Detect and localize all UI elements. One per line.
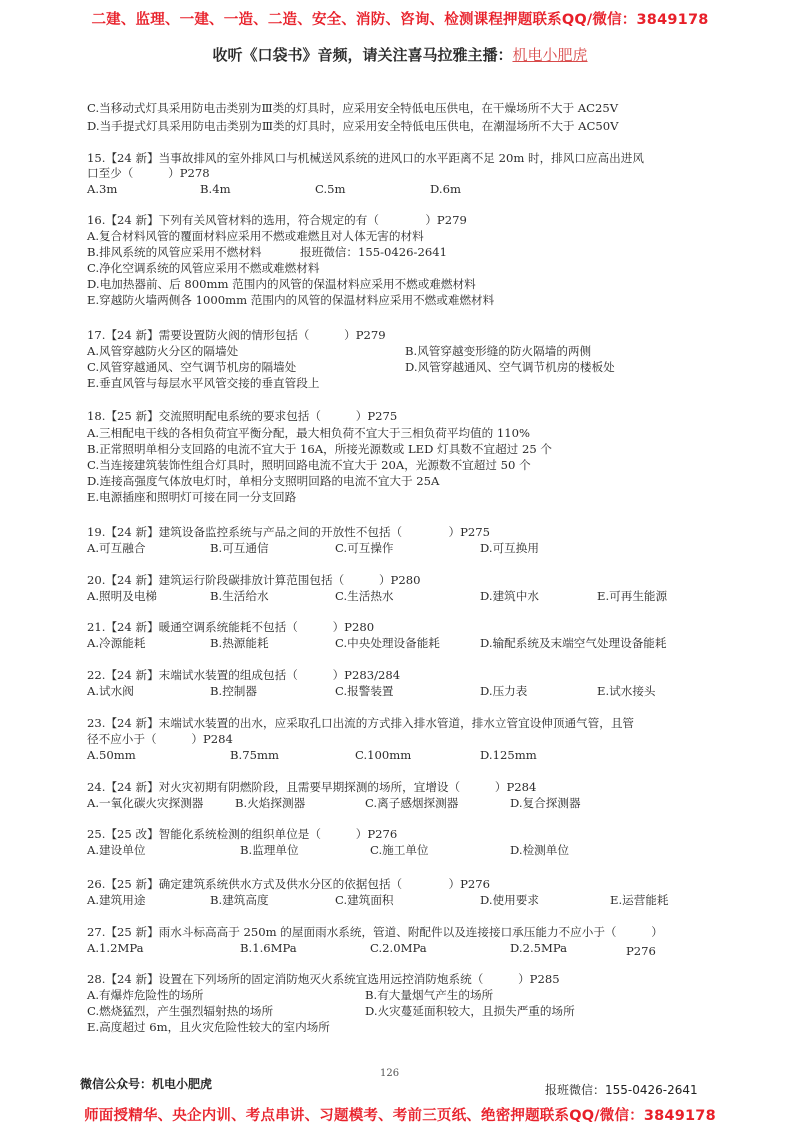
- q19-stem: 19.【24 新】建筑设备监控系统与产品之间的开放性不包括（ ）P275: [87, 525, 491, 539]
- prev-option-d: D.当手提式灯具采用防电击类别为Ⅲ类的灯具时，应采用安全特低电压供电，在潮湿场所不大于 AC50V: [87, 119, 619, 133]
- q21-option-b: B.热源能耗: [210, 636, 269, 650]
- q19-option-a: A.可互融合: [87, 541, 146, 555]
- q21-stem: 21.【24 新】暖通空调系统能耗不包括（ ）P280: [87, 620, 375, 634]
- q16-stem: 16.【24 新】下列有关风管材料的选用，符合规定的有（ ）P279: [87, 213, 467, 227]
- q26-option-c: C.建筑面积: [335, 893, 394, 907]
- q23-stem: 23.【24 新】末端试水装置的出水，应采取孔口出流的方式排入排水管道，排水立管宜设伸顶通气管，且管: [87, 716, 635, 730]
- q21-option-c: C.中央处理设备能耗: [335, 636, 440, 650]
- subtitle: [0, 44, 800, 65]
- q18-option-e: E.电源插座和照明灯可接在同一分支回路: [87, 490, 297, 504]
- q25-stem: 25.【25 改】智能化系统检测的组织单位是（ ）P276: [87, 827, 398, 841]
- page-number: 126: [380, 1068, 400, 1079]
- q24-option-b: B.火焰探测器: [235, 796, 306, 810]
- q23-stem-cont: 径不应小于（ ）P284: [87, 732, 233, 746]
- q27-stem: 27.【25 新】雨水斗标高高于 250m 的屋面雨水系统，管道、附配件以及连接接口承压能力不应小于（ ）: [87, 925, 663, 939]
- q18-stem: 18.【25 新】交流照明配电系统的要求包括（ ）P275: [87, 409, 398, 423]
- q27-option-b: B.1.6MPa: [240, 941, 297, 955]
- q16-option-a: A.复合材料风管的覆面材料应采用不燃或难燃且对人体无害的材料: [87, 229, 424, 243]
- q22-option-e: E.试水接头: [597, 684, 656, 698]
- q25-option-a: A.建设单位: [87, 843, 146, 857]
- q23-option-d: D.125mm: [480, 748, 537, 762]
- q23-option-c: C.100mm: [355, 748, 412, 762]
- prev-option-c: C.当移动式灯具采用防电击类别为Ⅲ类的灯具时，应采用安全特低电压供电，在干燥场所不大于 AC25V: [87, 101, 619, 115]
- q27-option-d: D.2.5MPa: [510, 941, 568, 955]
- q24-option-d: D.复合探测器: [510, 796, 581, 810]
- q22-option-a: A.试水阀: [87, 684, 134, 698]
- top-banner: 二建、监理、一建、一造、二造、安全、消防、咨询、检测课程押题联系QQ/微信：3849178: [91, 12, 709, 28]
- q20-option-a: A.照明及电梯: [87, 589, 158, 603]
- q28-option-c: C.燃烧猛烈，产生强烈辐射热的场所: [87, 1004, 274, 1018]
- q26-option-b: B.建筑高度: [210, 893, 269, 907]
- wechat-account: 微信公众号：机电小肥虎: [80, 1077, 213, 1091]
- q20-option-c: C.生活热水: [335, 589, 394, 603]
- subtitle-main: 收听《口袋书》音频，请关注喜马拉雅主播：: [212, 46, 513, 64]
- q26-stem: 26.【25 新】确定建筑系统供水方式及供水分区的依据包括（ ）P276: [87, 877, 491, 891]
- q23-option-a: A.50mm: [87, 748, 136, 762]
- q17-option-d: D.风管穿越通风、空气调节机房的楼板处: [405, 360, 615, 374]
- q16-option-d: D.电加热器前、后 800mm 范围内的风管的保温材料应采用不燃或难燃材料: [87, 277, 476, 291]
- q15-option-a: A.3m: [87, 182, 118, 196]
- q19-option-d: D.可互换用: [480, 541, 539, 555]
- q16-option-e: E.穿越防火墙两侧各 1000mm 范围内的风管的保温材料应采用不燃或难燃材料: [87, 293, 495, 307]
- q16-contact-note: 报班微信：155-0426-2641: [300, 245, 447, 259]
- q25-option-c: C.施工单位: [370, 843, 429, 857]
- q26-option-e: E.运营能耗: [610, 893, 669, 907]
- q22-option-d: D.压力表: [480, 684, 528, 698]
- q18-option-d: D.连接高强度气体放电灯时，单相分支照明回路的电流不宜大于 25A: [87, 474, 440, 488]
- bottom-banner: 师面授精华、央企内训、考点串讲、习题模考、考前三页纸、绝密押题联系QQ/微信：3849178: [84, 1108, 716, 1124]
- q24-stem: 24.【24 新】对火灾初期有阴燃阶段，且需要早期探测的场所，宜增设（ ）P284: [87, 780, 537, 794]
- q26-option-a: A.建筑用途: [87, 893, 146, 907]
- q15-option-d: D.6m: [430, 182, 461, 196]
- q23-option-b: B.75mm: [230, 748, 279, 762]
- q16-option-b: B.排风系统的风管应采用不燃材料: [87, 245, 262, 259]
- q15-option-b: B.4m: [200, 182, 231, 196]
- q20-option-e: E.可再生能源: [597, 589, 668, 603]
- q17-stem: 17.【24 新】需要设置防火阀的情形包括（ ）P279: [87, 328, 386, 342]
- q28-stem: 28.【24 新】设置在下列场所的固定消防炮灭火系统宜选用远控消防炮系统（ ）P285: [87, 972, 560, 986]
- q27-option-c: C.2.0MPa: [370, 941, 427, 955]
- q25-option-b: B.监理单位: [240, 843, 299, 857]
- q15-option-c: C.5m: [315, 182, 346, 196]
- q19-option-b: B.可互通信: [210, 541, 269, 555]
- q21-option-d: D.输配系统及末端空气处理设备能耗: [480, 636, 667, 650]
- q27-option-a: A.1.2MPa: [87, 941, 144, 955]
- q15-stem: 15.【24 新】当事故排风的室外排风口与机械送风系统的进风口的水平距离不足 20m 时，排风口应高出进风: [87, 151, 644, 165]
- q28-option-d: D.火灾蔓延面积较大，且损失严重的场所: [365, 1004, 575, 1018]
- q26-option-d: D.使用要求: [480, 893, 539, 907]
- q17-option-b: B.风管穿越变形缝的防火隔墙的两侧: [405, 344, 592, 358]
- q20-option-d: D.建筑中水: [480, 589, 539, 603]
- q16-option-c: C.净化空调系统的风管应采用不燃或难燃材料: [87, 261, 320, 275]
- contact-wechat: 报班微信：155-0426-2641: [545, 1083, 698, 1097]
- q20-option-b: B.生活给水: [210, 589, 269, 603]
- q27-page-ref: P276: [626, 944, 656, 958]
- q19-option-c: C.可互操作: [335, 541, 394, 555]
- q21-option-a: A.冷源能耗: [87, 636, 146, 650]
- q15-stem-cont: 口至少（ ）P278: [87, 166, 210, 180]
- q18-option-b: B.正常照明单相分支回路的电流不宜大于 16A，所接光源数或 LED 灯具数不宜超过 25 个: [87, 442, 552, 456]
- q22-stem: 22.【24 新】末端试水装置的组成包括（ ）P283/284: [87, 668, 401, 682]
- q28-option-b: B.有大量烟气产生的场所: [365, 988, 494, 1002]
- q18-option-a: A.三相配电干线的各相负荷宜平衡分配，最大相负荷不宜大于三相负荷平均值的 110%: [87, 426, 531, 440]
- q24-option-c: C.离子感烟探测器: [365, 796, 459, 810]
- q28-option-a: A.有爆炸危险性的场所: [87, 988, 204, 1002]
- q17-option-c: C.风管穿越通风、空气调节机房的隔墙处: [87, 360, 297, 374]
- q28-option-e: E.高度超过 6m，且火灾危险性较大的室内场所: [87, 1020, 330, 1034]
- q17-option-a: A.风管穿越防火分区的隔墙处: [87, 344, 239, 358]
- q18-option-c: C.当连接建筑装饰性组合灯具时，照明回路电流不宜大于 20A，光源数不宜超过 50 个: [87, 458, 531, 472]
- q25-option-d: D.检测单位: [510, 843, 569, 857]
- q17-option-e: E.垂直风管与每层水平风管交接的垂直管段上: [87, 376, 320, 390]
- q22-option-c: C.报警装置: [335, 684, 394, 698]
- q22-option-b: B.控制器: [210, 684, 257, 698]
- q20-stem: 20.【24 新】建筑运行阶段碳排放计算范围包括（ ）P280: [87, 573, 421, 587]
- q24-option-a: A.一氧化碳火灾探测器: [87, 796, 204, 810]
- subtitle-host-link[interactable]: 机电小肥虎: [512, 46, 588, 64]
